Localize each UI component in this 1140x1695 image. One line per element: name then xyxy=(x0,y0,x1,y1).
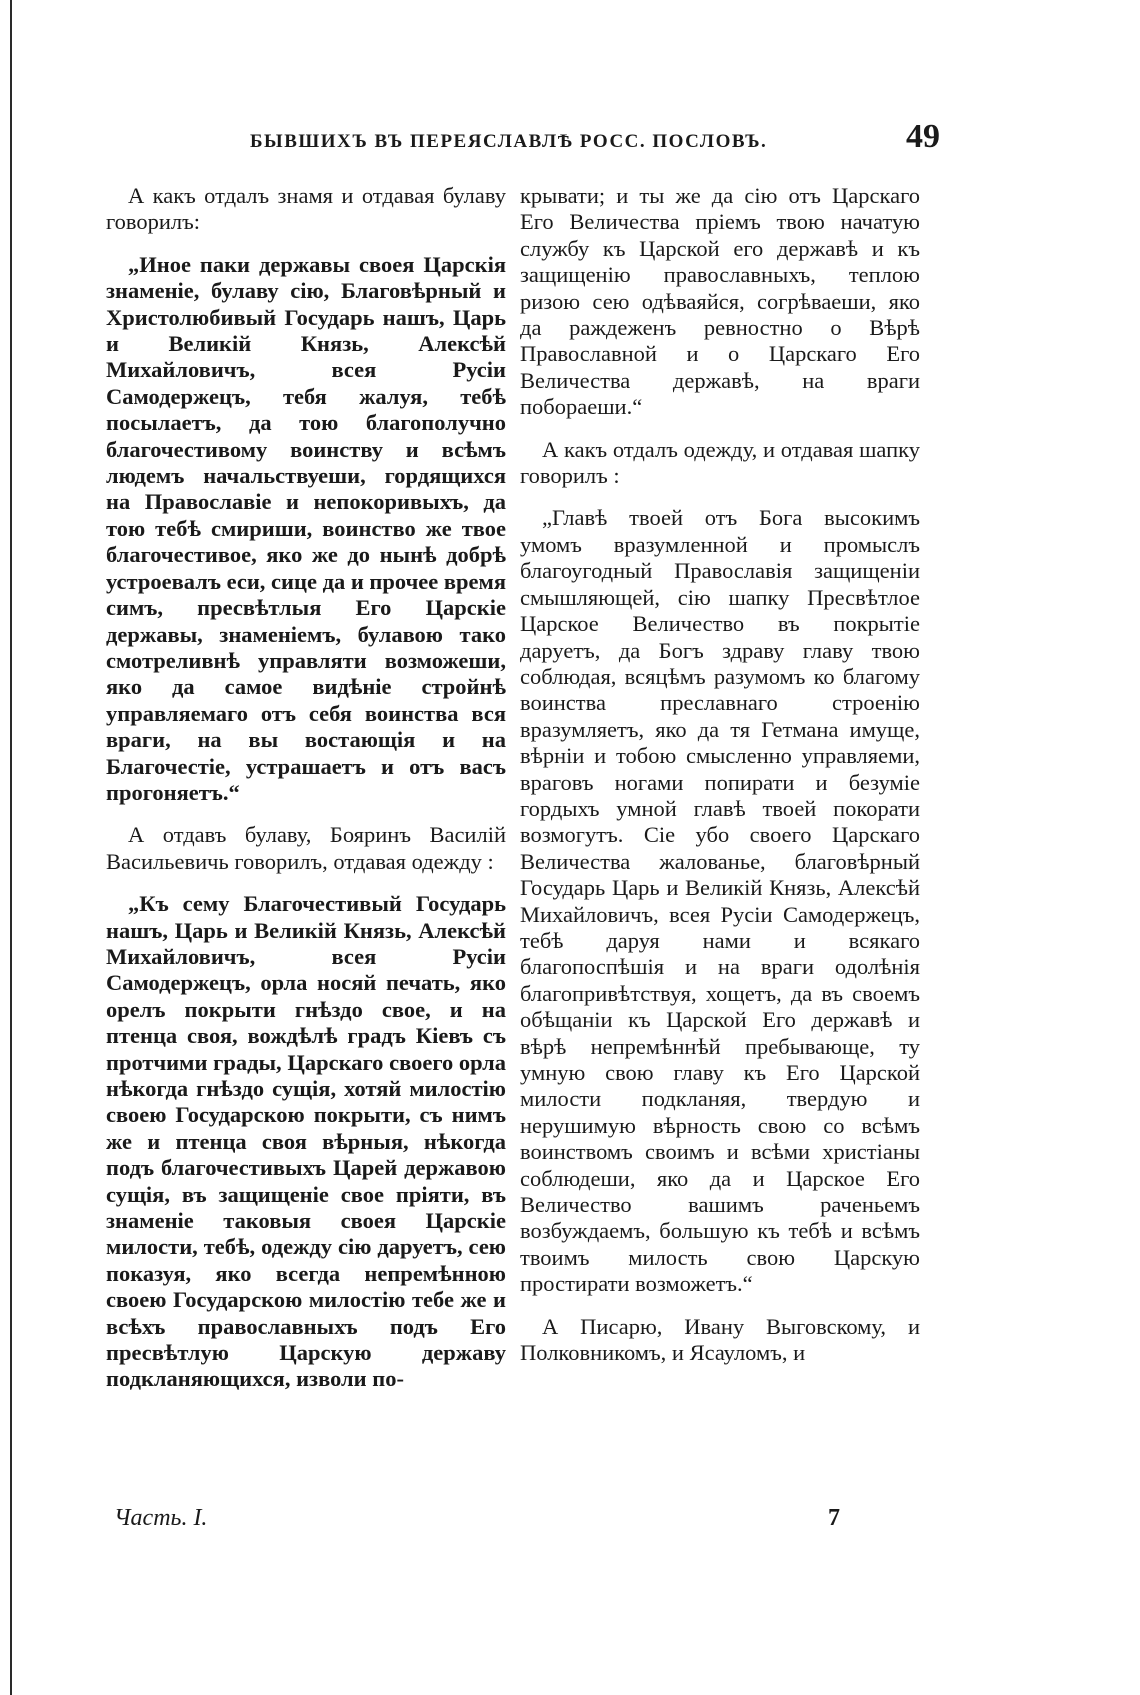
paragraph-boyar-handover: А отдавъ булаву, Бояринъ Василій Васильевичь говорилъ, отдавая одежду : xyxy=(106,822,506,874)
signature-mark: 7 xyxy=(828,1505,840,1531)
right-column xyxy=(520,183,920,1382)
running-head: БЫВШИХЪ ВЪ ПЕРЕЯСЛАВЛѢ РОСС. ПОСЛОВЪ. xyxy=(250,131,768,152)
paragraph-hat-speech: „Главѣ твоей отъ Бога высокимъ умомъ вразумленной и промыслъ благоугодный Православія защищеніи смышляющей, сію шапку Пресвѣтлое Царское Величество въ покрытіе даруетъ, да Богъ здраву главу твою соблюдая, всяцѣмъ разумомъ ко благому воинства преславнаго строенію вразумляетъ, яко да тя Гетмана имуще, вѣрніи и тобою смысленно управляеми, враговъ ногами попирати и безуміе гордыхъ умной главѣ твоей покорати возмогутъ. Сіе убо своего Царскаго Величества жалованье, благовѣрный Государь Царь и Великій Князь, Алексѣй Михайловичъ, всея Русіи Самодержецъ, тебѣ даруя нами и всякаго благопоспѣшія и на враги одолѣнія благопривѣтствуя, хощетъ, да въ своемъ обѣщаніи къ Царской Его державѣ и вѣрѣ непремѣннѣй пребывающе, ту умную свою главу къ Его Царской милости подкланяя, твердую и нерушимую вѣрность свою со всѣмъ воинствомъ своимъ и всѣми христіаны соблюдеши, яко да и Царское Его Величество вашимъ раченьемъ возбуждаемъ, большую къ тебѣ и всѣмъ твоимъ милость свою Царскую простирати возможетъ.“ xyxy=(520,505,920,1297)
page-header xyxy=(110,118,940,156)
scan-edge-line xyxy=(10,0,12,1695)
page-footer xyxy=(110,1505,840,1532)
volume-part: Часть. I. xyxy=(114,1505,208,1531)
paragraph-robe-speech-continued: крывати; и ты же да сію отъ Царскаго Его Величества пріемъ твою начатую службу къ Царской его державѣ и къ защищенію православныхъ, теплою ризою сею одѣваяйся, согрѣваеши, яко да раждеженъ ревностно о Вѣрѣ Православной и о Царскаго Его Величества державѣ, на враги побораеши.“ xyxy=(520,183,920,420)
left-column xyxy=(106,183,506,1409)
paragraph-hat-handover: А какъ отдалъ одежду, и отдавая шапку говорилъ : xyxy=(520,436,920,489)
paragraph-scribe: А Писарю, Ивану Выговскому, и Полковникомъ, и Ясауломъ, и xyxy=(520,1313,920,1366)
paragraph-mace-speech: „Иное паки державы своея Царскія знаменіе, булаву сію, Благовѣрный и Христолюбивый Государь нашъ, Царь и Великій Князь, Алексѣй Михайловичъ, всея Русіи Самодержецъ, тебя жалуя, тебѣ посылаетъ, да тою благополучно благочестивому воинству и всѣмъ людемъ начальствуеши, гордящихся на Православіе и непокоривыхъ, да тою тебѣ смириши, воинство же твое благочестивое, яко же до нынѣ добрѣ устроевалъ еси, сице да и прочее время симъ, пресвѣтлыя Его Царскіе державы, знаменіемъ, булавою тако смотреливнѣ управляти возможеши, яко да самое видѣніе стройнѣ управляемаго отъ себя воинства вся враги, на вы востающія и на Благочестіе, устрашаетъ и отъ васъ прогоняетъ.“ xyxy=(106,251,507,805)
paragraph-flag-handover: А какъ отдалъ знамя и отдавая булаву говорилъ: xyxy=(106,183,506,235)
page-number: 49 xyxy=(906,118,940,155)
paragraph-robe-speech: „Къ сему Благочестивый Государь нашъ, Царь и Великій Князь, Алексѣй Михайловичъ, всея Русіи Самодержецъ, орла носяй печать, яко орелъ покрыти гнѣздо свое, и на птенца своя, вождѣлѣ градъ Кіевъ съ протчими грады, Царскаго своего орла нѣкогда гнѣздо сущія, хотяй милостію своею Государскою покрыти, съ нимъ же и птенца своя вѣрныя, нѣкогда подъ благочестивыхъ Царей державою сущія, въ защищеніе свое пріяти, въ знаменіе таковыя своея Царскіе милости, тебѣ, одежду сію даруетъ, сею показуя, яко всегда непремѣнною своею Государскою милостію тебе же и всѣхъ православныхъ подъ Его пресвѣтлую Царскую державу подкланяющихся, изволи по- xyxy=(106,891,506,1392)
